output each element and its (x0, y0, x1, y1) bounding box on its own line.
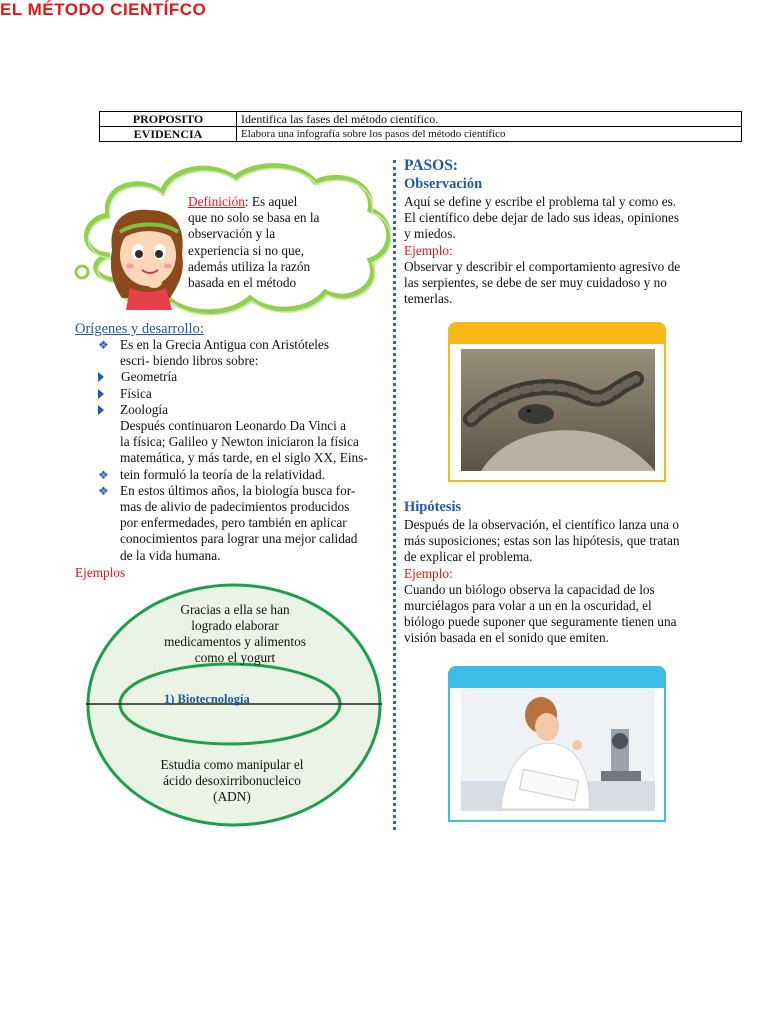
table-value: Identifica las fases del método científico. (237, 112, 742, 127)
definition-label: Definición (188, 194, 245, 209)
list-item: Zoología (98, 402, 384, 418)
header-table (99, 111, 742, 142)
triangle-bullet-icon (98, 405, 104, 415)
examples-label: Ejemplos (75, 565, 126, 580)
table-value: Elabora una infografía sobre los pasos del método científico (237, 127, 742, 142)
pasos-heading: PASOS: (404, 157, 458, 174)
triangle-bullet-icon (98, 372, 104, 382)
origins-heading: Orígenes y desarrollo: (75, 321, 204, 337)
oval-top-text: Gracias a ella se han logrado elaborar medicamentos y alimentos como el yogurt (164, 602, 306, 665)
observacion-text: Aquí se define y escribe el problema tal y como es. El científico debe dejar de lado sus ideas, opiniones y miedos. Ejemplo: Observar y describir el comportamiento agresivo de las serpientes, se debe de ser muy cuidadoso y no temerlas. (404, 194, 681, 307)
table-row (100, 127, 742, 142)
ejemplo-label: Ejemplo: (404, 242, 453, 258)
observacion-heading: Observación (404, 176, 483, 192)
scientist-photo (461, 689, 655, 811)
list-item: ❖ En estos últimos años, la biología busca for- mas de alivio de padecimientos producidos por enfermedades, pero también en aplicar conocimientos para lograr una mejor calidad de la vida humana. (98, 482, 358, 563)
definition-text: Definición: Es aquel que no solo se basa en la observación y la experiencia si no que, además utiliza la razón basada en el método (188, 194, 320, 291)
oval-bottom-text: Estudia como manipular el ácido desoxirribonucleico (ADN) (160, 757, 304, 804)
diamond-bullet-icon: ❖ (98, 467, 109, 482)
origins-body (98, 337, 384, 564)
column-divider (393, 160, 396, 830)
page-title: EL MÉTODO CIENTÍFCO (0, 0, 207, 19)
picture-frame-top-bar (448, 666, 666, 688)
ejemplo-label: Ejemplo: (404, 565, 453, 581)
table-key: EVIDENCIA (100, 127, 237, 142)
origins-paragraph: Después continuaron Leonardo Da Vinci a la física; Galileo y Newton iniciaron la física matemática, y más tarde, en el siglo XX, Eins- tein formuló la teoría de la relatividad. (120, 418, 368, 482)
table-key: PROPOSITO (100, 112, 237, 127)
hipotesis-heading: Hipótesis (404, 499, 462, 515)
picture-frame-top-bar (448, 322, 666, 344)
oval-center-label: 1) Biotecnología (164, 692, 250, 706)
list-item: Geometría (98, 369, 384, 385)
diamond-bullet-icon: ❖ (98, 483, 109, 498)
list-item: ❖ Es en la Grecia Antigua con Aristóteles escri- biendo libros sobre: Geometría Física Zoología Después continuaron Leonardo Da Vinci a la física; Galileo y Newton iniciaron la física matemática, y más tarde, en el siglo XX, Eins- tein formuló la teoría de la relatividad. (98, 337, 384, 483)
snake-photo (461, 349, 655, 471)
table-row (100, 112, 742, 127)
diamond-bullet-icon: ❖ (98, 338, 109, 352)
triangle-bullet-icon (98, 389, 104, 399)
list-item: Física (98, 386, 384, 402)
hipotesis-text: Después de la observación, el científico lanza una o más suposiciones; estas son las hipótesis, que tratan de explicar el problema. Ejemplo: Cuando un biólogo observa la capacidad de los murciélagos para volar a un en la oscuridad, el biólogo puede suponer que seguramente tienen una visión basada en el sonido que emiten. (404, 517, 680, 646)
